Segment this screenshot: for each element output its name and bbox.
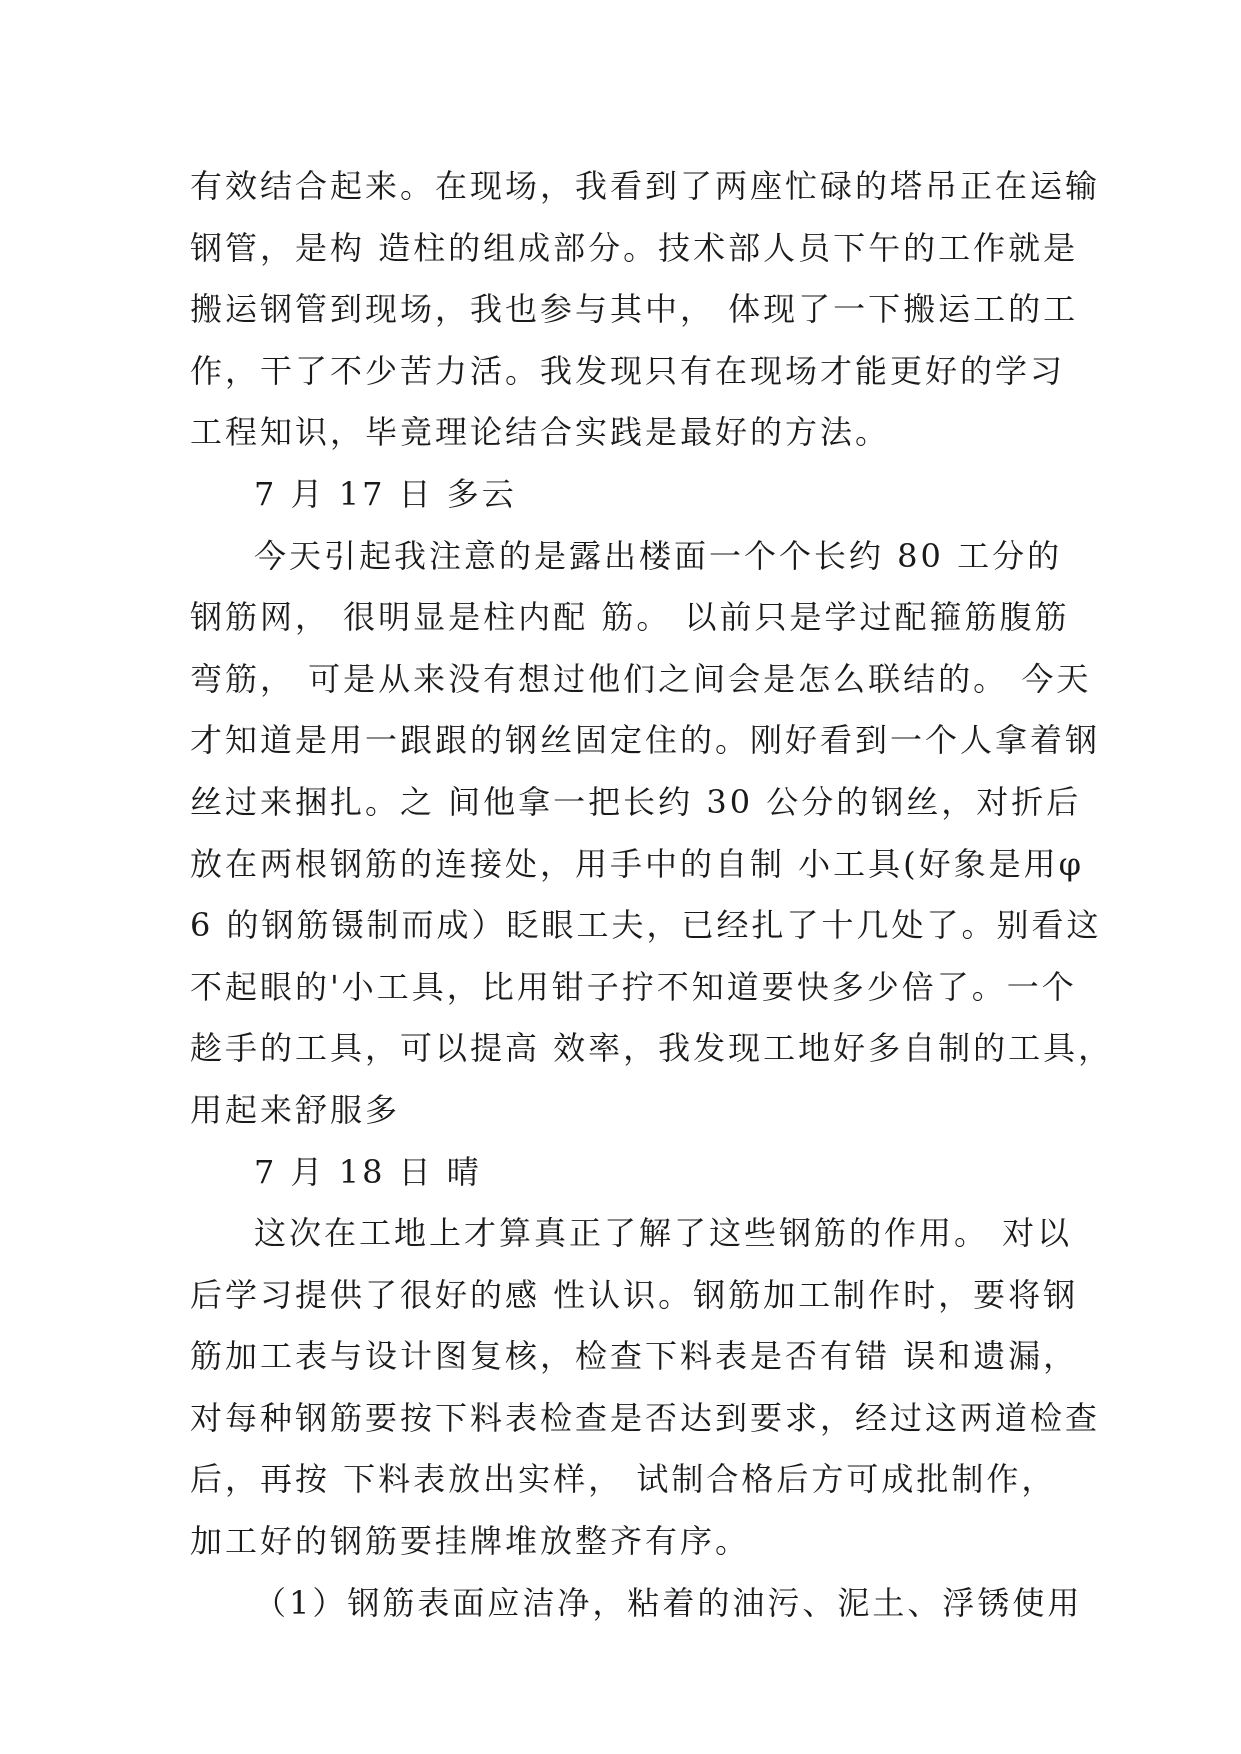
text-line: 弯筋， 可是从来没有想过他们之间会是怎么联结的。 今天 (190, 659, 1092, 698)
text-line: 放在两根钢筋的连接处，用手中的自制 小工具(好象是用φ (190, 844, 1085, 883)
text-line: 工程知识，毕竟理论结合实践是最好的方法。 (190, 413, 891, 452)
text-line: 丝过来捆扎。之 间他拿一把长约 30 公分的钢丝，对折后 (190, 782, 1082, 821)
document-body (190, 156, 1114, 1634)
text-line: 趁手的工具，可以提高 效率，我发现工地好多自制的工具， (190, 1029, 1114, 1068)
text-line: 钢管，是构 造柱的组成部分。技术部人员下午的工作就是 (190, 228, 1079, 267)
text-line: 对每种钢筋要按下料表检查是否达到要求，经过这两道检查 (190, 1398, 1101, 1437)
date-heading-jul-18: 7 月 18 日 晴 (254, 1152, 482, 1191)
text-line: 这次在工地上才算真正了解了这些钢筋的作用。 对以 (254, 1214, 1073, 1253)
list-item-1: （1）钢筋表面应洁净，粘着的油污、泥土、浮锈使用 (254, 1583, 1083, 1622)
text-line: 不起眼的'小工具，比用钳子拧不知道要快多少倍了。一个 (190, 967, 1077, 1006)
text-line: 后，再按 下料表放出实样， 试制合格后方可成批制作， (190, 1460, 1057, 1499)
text-line: 作，干了不少苦力活。我发现只有在现场才能更好的学习 (190, 351, 1066, 390)
text-line: 钢筋网， 很明显是柱内配 筋。 以前只是学过配箍筋腹筋 (190, 598, 1070, 637)
text-line: 筋加工表与设计图复核，检查下料表是否有错 误和遗漏， (190, 1337, 1079, 1376)
text-line: 有效结合起来。在现场，我看到了两座忙碌的塔吊正在运输 (190, 167, 1101, 205)
text-line: 今天引起我注意的是露出楼面一个个长约 80 工分的 (254, 536, 1063, 575)
text-line: 搬运钢管到现场，我也参与其中， 体现了一下搬运工的工 (190, 290, 1079, 329)
text-line: 6 的钢筋镊制而成）眨眼工夫，已经扎了十几处了。别看这 (190, 906, 1102, 945)
text-line: 加工好的钢筋要挂牌堆放整齐有序。 (190, 1522, 751, 1561)
date-heading-jul-17: 7 月 17 日 多云 (254, 474, 517, 513)
text-line: 用起来舒服多 (190, 1090, 401, 1129)
text-line: 后学习提供了很好的感 性认识。钢筋加工制作时，要将钢 (190, 1275, 1079, 1314)
text-line: 才知道是用一跟跟的钢丝固定住的。刚好看到一个人拿着钢 (190, 721, 1101, 760)
